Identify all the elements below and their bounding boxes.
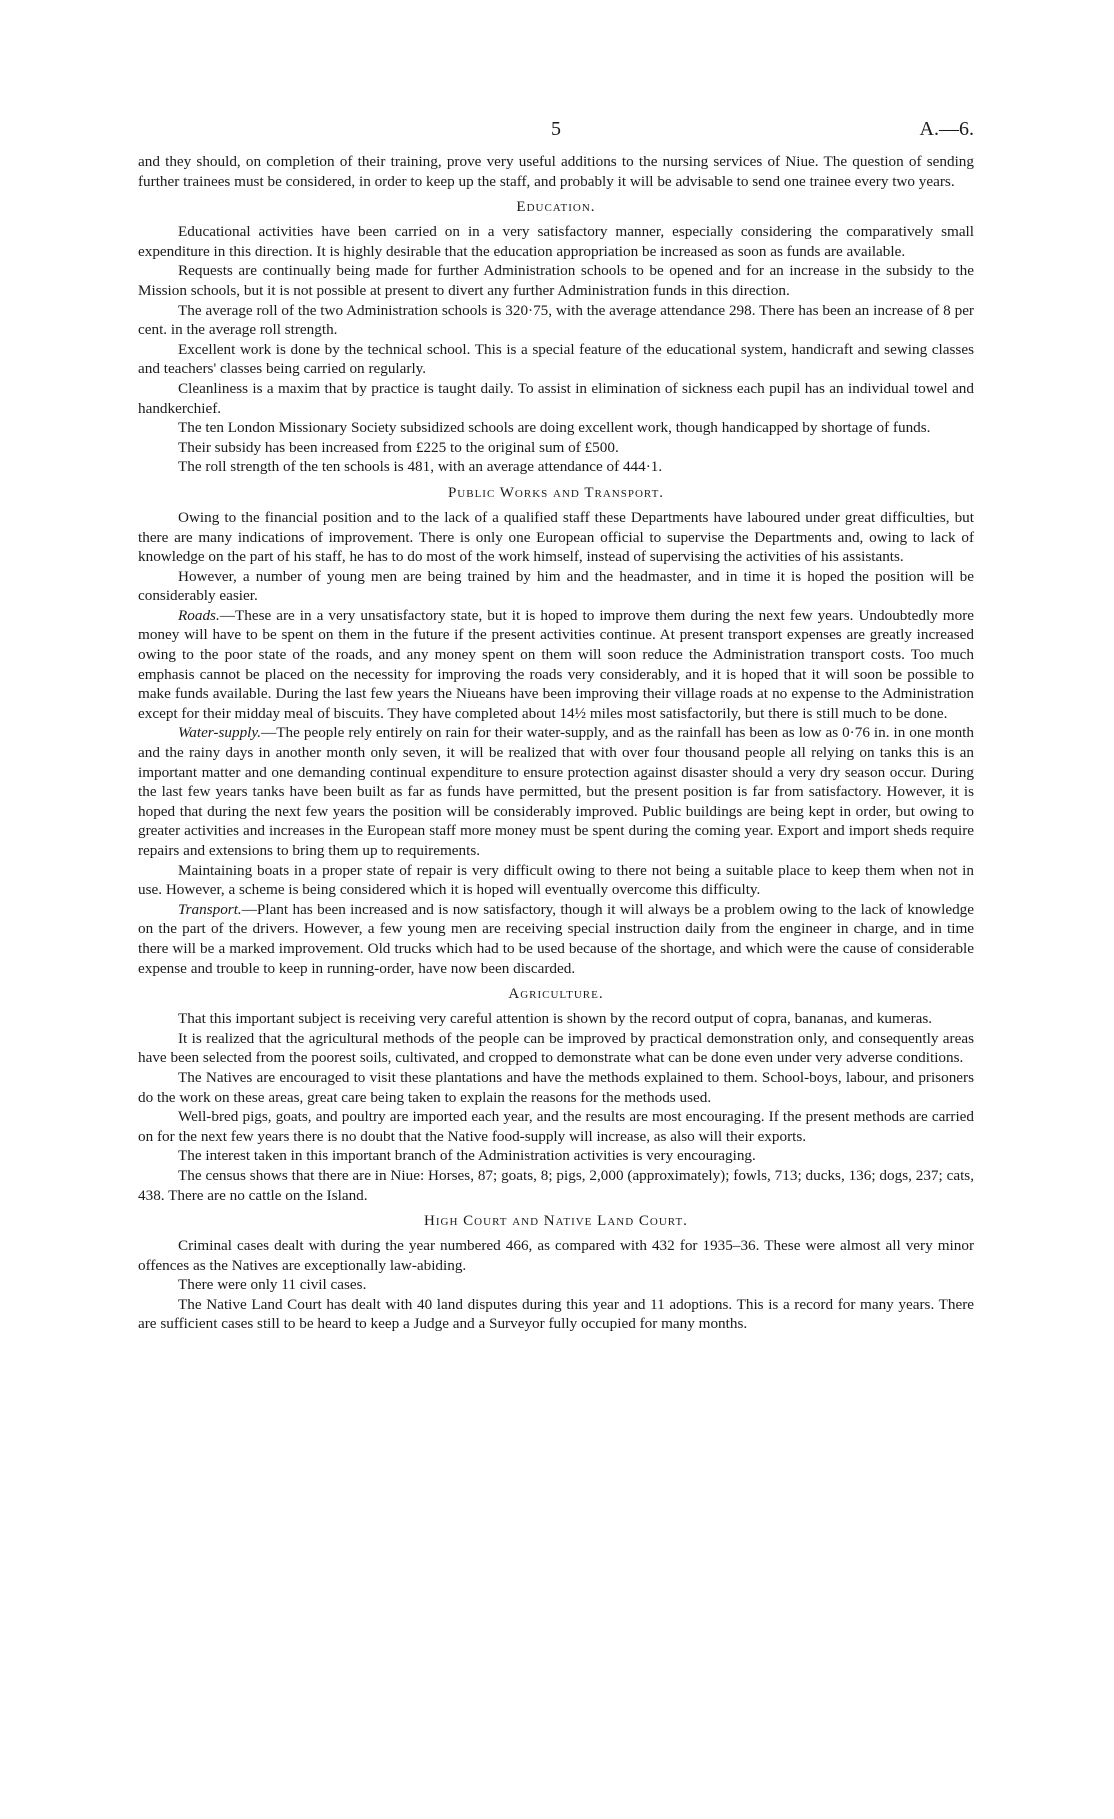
agriculture-paragraph: The census shows that there are in Niue: Horses, 87; goats, 8; pigs, 2,000 (approximately); fowls, 713; ducks, 136; dogs, 237; cats, 438. There are no cattle on the Island. xyxy=(138,1166,974,1204)
public-works-paragraph: However, a number of young men are being trained by him and the headmaster, and in time it is hoped the position will be considerably easier. xyxy=(138,567,974,605)
education-paragraph: Cleanliness is a maxim that by practice is taught daily. To assist in elimination of sickness each pupil has an individual towel and handkerchief. xyxy=(138,379,974,417)
boats-paragraph: Maintaining boats in a proper state of repair is very difficult owing to there not being a suitable place to keep them when not in use. However, a scheme is being considered which it is hoped will eventually overcome this difficulty. xyxy=(138,861,974,899)
page-number: 5 xyxy=(551,118,561,140)
court-paragraph: There were only 11 civil cases. xyxy=(178,1276,367,1294)
roads-paragraph xyxy=(138,606,974,724)
court-heading: High Court and Native Land Court. xyxy=(424,1213,688,1230)
education-paragraph: The roll strength of the ten schools is 481, with an average attendance of 444·1. xyxy=(178,458,663,476)
transport-text: —Plant has been increased and is now satisfactory, though it will always be a problem owing to the lack of knowledge on the part of the drivers. However, a few young men are receiving special instruction daily from the engineer in charge, and in time there will be a marked improvement. Old trucks which had to be used because of the shortage, and which were the cause of considerable expense and trouble to keep in running-order, have now been discarded. xyxy=(138,900,974,977)
public-works-paragraph: Owing to the financial position and to the lack of a qualified staff these Departments have laboured under great difficulties, but there are many indications of improvement. There is only one European official to supervise the Departments and, owing to lack of knowledge on the part of his staff, he has to do most of the work himself, instead of supervising the activities of his assistants. xyxy=(138,508,974,566)
intro-paragraph: and they should, on completion of their training, prove very useful additions to the nursing services of Niue. The question of sending further trainees must be considered, in order to keep up the staff, and probably it will be advisable to send one trainee every two years. xyxy=(138,153,974,190)
document-page xyxy=(138,118,974,1334)
agriculture-heading: Agriculture. xyxy=(508,986,604,1003)
water-supply-paragraph xyxy=(138,723,974,860)
court-paragraph: The Native Land Court has dealt with 40 land disputes during this year and 11 adoptions. This is a record for many years. There are sufficient cases still to be heard to keep a Judge and a Surveyor fully occupied for many months. xyxy=(138,1295,974,1333)
education-paragraph: Their subsidy has been increased from £225 to the original sum of £500. xyxy=(178,438,619,456)
agriculture-paragraph: Well-bred pigs, goats, and poultry are imported each year, and the results are most encouraging. If the present methods are carried on for the next few years there is no doubt that the Native food-supply will increase, as also will their exports. xyxy=(138,1108,974,1145)
court-paragraph: Criminal cases dealt with during the year numbered 466, as compared with 432 for 1935–36. These were almost all very minor offences as the Natives are exceptionally law-abiding. xyxy=(138,1237,974,1274)
public-works-heading: Public Works and Transport. xyxy=(447,484,665,501)
education-paragraph: Requests are continually being made for further Administration schools to be opened and for an increase in the subsidy to the Mission schools, but it is not possible at present to divert any further Administration funds in this direction. xyxy=(138,262,974,299)
agriculture-paragraph: The Natives are encouraged to visit these plantations and have the methods explained to them. School-boys, labour, and prisoners do the work on these areas, great care being taken to explain the reasons for the methods used. xyxy=(138,1068,974,1106)
agriculture-paragraph: It is realized that the agricultural methods of the people can be improved by practical demonstration only, and consequently areas have been selected from the poorest soils, cultivated, and cropped to demonstrate what can be done even under very adverse conditions. xyxy=(138,1029,974,1067)
agriculture-paragraph: That this important subject is receiving very careful attention is shown by the record output of copra, bananas, and kumeras. xyxy=(178,1010,933,1028)
roads-text: —These are in a very unsatisfactory state, but it is hoped to improve them during the next few years. Undoubtedly more money will have to be spent on them in the future if the present activities continue. At present transport expenses are greatly increased owing to the poor state of the roads, and any money spent on them will soon reduce the Administration transport costs. Too much emphasis cannot be placed on the necessity for improving the roads very considerably, and it is hoped that it will soon be possible to make funds available. During the last few years the Niueans have been improving their village roads at no expense to the Administration except for their midday meal of biscuits. They have completed about 14½ miles most satisfactorily, but there is still much to be done. xyxy=(138,606,974,722)
document-reference: A.—6. xyxy=(919,118,974,140)
education-paragraph: Educational activities have been carried on in a very satisfactory manner, especially considering the comparatively small expenditure in this direction. It is highly desirable that the education appropriation be increased as soon as funds are available. xyxy=(138,223,974,260)
education-paragraph: The ten London Missionary Society subsidized schools are doing excellent work, though handicapped by shortage of funds. xyxy=(178,419,931,437)
education-paragraph: The average roll of the two Administration schools is 320·75, with the average attendance 298. There has been an increase of 8 per cent. in the average roll strength. xyxy=(138,301,974,339)
water-supply-label: Water-supply. xyxy=(178,724,262,742)
education-heading: Education. xyxy=(516,199,596,216)
roads-label: Roads. xyxy=(178,606,220,624)
water-supply-text: —The people rely entirely on rain for their water-supply, and as the rainfall has been as low as 0·76 in. in one month and the rainy days in another month only seven, it will be realized that with over four thousand people all relying on tanks this is an important matter and one demanding continual expenditure to ensure protection against disaster should a very dry season occur. During the last few years tanks have been built as far as funds have permitted, but the present position is far from satisfactory. However, it is hoped that during the next few years the position will be considerably improved. Public buildings are being kept in order, but owing to greater activities and increases in the European staff more money must be spent during the coming year. Export and import sheds require repairs and extensions to bring them up to requirements. xyxy=(138,724,974,859)
transport-paragraph xyxy=(138,900,974,978)
transport-label: Transport. xyxy=(178,900,242,918)
education-paragraph: Excellent work is done by the technical school. This is a special feature of the educational system, handicraft and sewing classes and teachers' classes being carried on regularly. xyxy=(138,340,974,378)
page-header xyxy=(138,118,974,152)
agriculture-paragraph: The interest taken in this important branch of the Administration activities is very encouraging. xyxy=(178,1147,756,1165)
